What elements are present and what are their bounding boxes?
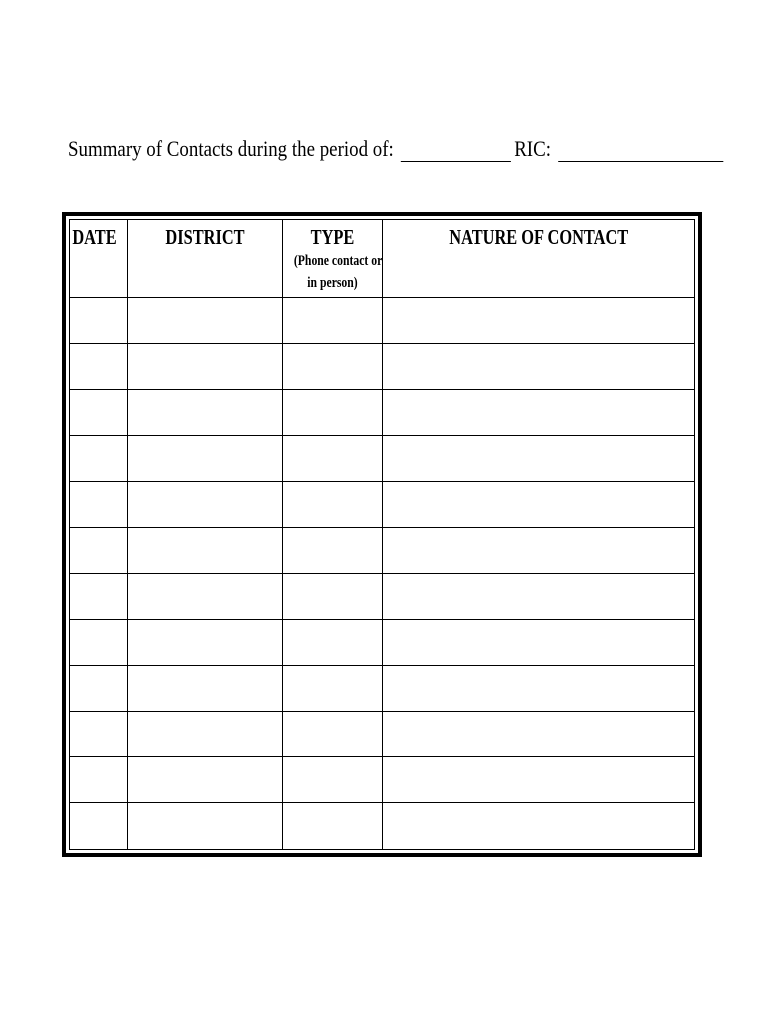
nature-of-contact-cell[interactable] bbox=[382, 573, 694, 619]
date-cell[interactable] bbox=[70, 435, 127, 481]
district-cell[interactable] bbox=[127, 481, 282, 527]
nature-of-contact-cell[interactable] bbox=[382, 711, 694, 757]
district-cell[interactable] bbox=[127, 757, 282, 803]
table-row bbox=[70, 665, 694, 711]
district-cell[interactable] bbox=[127, 344, 282, 390]
district-cell[interactable] bbox=[127, 573, 282, 619]
nature-of-contact-cell[interactable] bbox=[382, 481, 694, 527]
table-row bbox=[70, 435, 694, 481]
nature-of-contact-cell[interactable] bbox=[382, 803, 694, 849]
date-cell[interactable] bbox=[70, 711, 127, 757]
district-cell[interactable] bbox=[127, 389, 282, 435]
type-cell[interactable] bbox=[282, 711, 382, 757]
date-cell[interactable] bbox=[70, 757, 127, 803]
nature-of-contact-cell[interactable] bbox=[382, 665, 694, 711]
type-cell[interactable] bbox=[282, 389, 382, 435]
date-cell[interactable] bbox=[70, 573, 127, 619]
nature-of-contact-cell[interactable] bbox=[382, 389, 694, 435]
contacts-table bbox=[70, 220, 694, 849]
table-row bbox=[70, 481, 694, 527]
date-cell[interactable] bbox=[70, 481, 127, 527]
district-cell[interactable] bbox=[127, 665, 282, 711]
district-cell[interactable] bbox=[127, 619, 282, 665]
table-row bbox=[70, 344, 694, 390]
table-header-row bbox=[70, 220, 694, 298]
title-prefix: Summary of Contacts during the period of: bbox=[68, 136, 394, 161]
table-row bbox=[70, 527, 694, 573]
type-sublabel-line1: (Phone contact or bbox=[293, 253, 382, 269]
date-cell[interactable] bbox=[70, 803, 127, 849]
type-cell[interactable] bbox=[282, 481, 382, 527]
date-cell[interactable] bbox=[70, 527, 127, 573]
district-cell[interactable] bbox=[127, 711, 282, 757]
date-cell[interactable] bbox=[70, 665, 127, 711]
table-row bbox=[70, 757, 694, 803]
district-cell[interactable] bbox=[127, 435, 282, 481]
table-row bbox=[70, 803, 694, 849]
type-cell[interactable] bbox=[282, 803, 382, 849]
type-cell[interactable] bbox=[282, 573, 382, 619]
type-cell[interactable] bbox=[282, 757, 382, 803]
table-row bbox=[70, 619, 694, 665]
nature-of-contact-cell[interactable] bbox=[382, 298, 694, 344]
period-blank-field[interactable] bbox=[401, 137, 511, 162]
nature-of-contact-cell[interactable] bbox=[382, 435, 694, 481]
column-header-district: DISTRICT bbox=[127, 220, 282, 298]
table-row bbox=[70, 573, 694, 619]
nature-of-contact-cell[interactable] bbox=[382, 757, 694, 803]
type-cell[interactable] bbox=[282, 619, 382, 665]
type-cell[interactable] bbox=[282, 527, 382, 573]
table-row bbox=[70, 711, 694, 757]
type-sublabel-line2: in person) bbox=[306, 275, 358, 291]
district-cell[interactable] bbox=[127, 527, 282, 573]
district-cell[interactable] bbox=[127, 298, 282, 344]
ric-blank-field[interactable] bbox=[558, 137, 723, 162]
column-header-date: DATE bbox=[70, 220, 127, 298]
type-cell[interactable] bbox=[282, 298, 382, 344]
nature-of-contact-cell[interactable] bbox=[382, 344, 694, 390]
column-header-nature-of-contact: NATURE OF CONTACT bbox=[382, 220, 694, 298]
table-row bbox=[70, 298, 694, 344]
district-cell[interactable] bbox=[127, 803, 282, 849]
date-cell[interactable] bbox=[70, 619, 127, 665]
contacts-table-frame bbox=[62, 212, 702, 857]
form-title bbox=[68, 126, 723, 162]
type-cell[interactable] bbox=[282, 665, 382, 711]
contacts-table-inner-border bbox=[69, 219, 695, 850]
type-cell[interactable] bbox=[282, 435, 382, 481]
ric-label: RIC: bbox=[514, 136, 551, 161]
date-cell[interactable] bbox=[70, 344, 127, 390]
date-cell[interactable] bbox=[70, 298, 127, 344]
nature-of-contact-cell[interactable] bbox=[382, 527, 694, 573]
nature-of-contact-cell[interactable] bbox=[382, 619, 694, 665]
column-header-type: TYPE (Phone contact or in person) bbox=[282, 220, 382, 298]
date-cell[interactable] bbox=[70, 389, 127, 435]
table-row bbox=[70, 389, 694, 435]
type-cell[interactable] bbox=[282, 344, 382, 390]
